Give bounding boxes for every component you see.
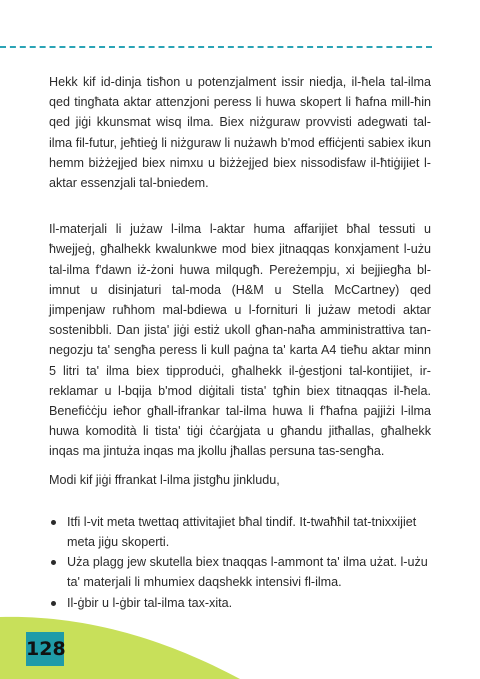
list-item: Il-ġbir u l-ġbir tal-ilma tax-xita. [49,593,431,613]
materials-paragraph: Il-materjali li jużaw l-ilma l-aktar huma affarijiet bħal tessuti u ħwejjeġ, għalhekk kwalunkwe mod biex jitnaqqas konxjament l-użu tal-ilma f'dawn iż-żoni huwa milqugħ. Pereżempju, xi bejjiegħa bl-imnut u disinjaturi tal-moda (H&M u Stella McCartney) qed jimpenjaw ruħhom mal-bdiewa u l-fornituri li jużaw metodi aktar sostenibbli. Dan jista' jiġi estiż ukoll għan-naħa amministrattiva tan-negozju ta' sengħa peress li kull paġna ta' karta A4 tieħu aktar minn 5 litri ta' ilma biex tipproduċi, għalhekk il-ġestjoni tal-kontijiet, ir-reklamar u l-bqija b'mod diġitali tista' tgħin biex titnaqqas il-ħela. Benefiċċju ieħor għall-ifrankar tal-ilma huwa li f'ħafna pajjiżi l-ilma huwa komodità li tista' tiġi ċċarġjata u għandu jitħallas, għalhekk inqas ma jintuża inqas ma jkollu jħallas persuna tas-sengħa. [49,222,431,459]
page-number: 128 [26,632,64,666]
list-intro: Modi kif jiġi ffrankat l-ilma jistgħu jinkludu, [49,472,280,487]
list-item: Uża plagg jew skutella biex tnaqqas l-ammont ta' ilma użat. l-użu ta' materjali li mhumiex daqshekk intensivi fl-ilma. [49,552,431,592]
intro-paragraph: Hekk kif id-dinja tisħon u potenzjalment issir niedja, il-ħela tal-ilma qed tingħata aktar attenzjoni peress li huwa skopert li ħafna mill-ħin qed jiġi kkunsmat wisq ilma. Biex niżguraw provvisti adegwati tal-ilma fil-futur, jeħtieġ li niżguraw li nużawh b'mod effiċjenti sabiex ikun hemm biżżejjed biex nimxu u biżżejjed biex nissodisfaw il-ħtiġijiet l-aktar essenzjali tal-bniedem. [49,75,431,191]
water-saving-list [49,512,431,613]
document-body [49,72,431,613]
top-dashed-divider [0,46,432,48]
list-item: Itfi l-vit meta twettaq attivitajiet bħal tindif. It-twaħħil tat-tnixxijiet meta jiġu skoperti. [49,512,431,552]
